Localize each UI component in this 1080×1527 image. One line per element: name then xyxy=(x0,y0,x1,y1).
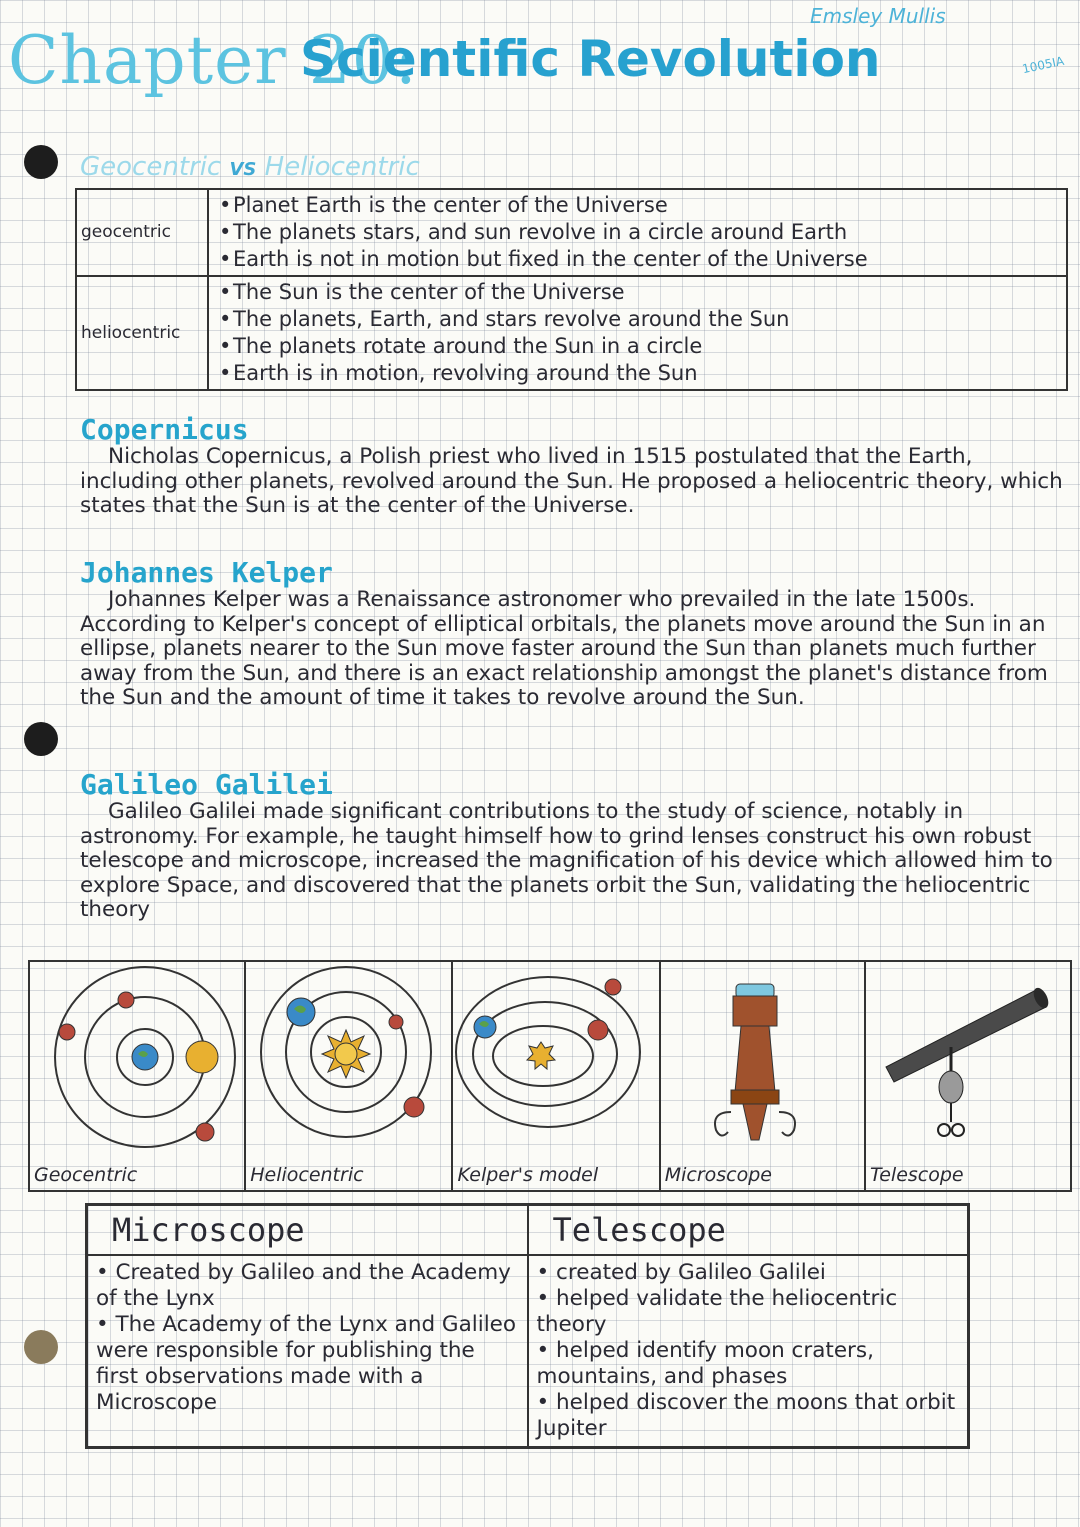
telescope-points xyxy=(528,1255,969,1448)
tools-table xyxy=(85,1203,970,1449)
illustration-caption: Geocentric xyxy=(34,1164,138,1186)
class-period: 1005IA xyxy=(1021,53,1066,77)
section-text: Johannes Kelper was a Renaissance astronomer who prevailed in the late 1500s. According to Kelper's concept of elliptical orbitals, the planets move around the Sun in an ellipse, planets nearer to the Sun move faster around the Sun than planets much further away from the Sun, and there is an exact relationship amongst the planet's distance from the Sun and the amount of time it takes to revolve around the Sun. xyxy=(80,587,1048,710)
list-item: • Earth is in motion, revolving around the Sun xyxy=(233,360,1060,387)
illustration-caption: Heliocentric xyxy=(250,1164,364,1186)
illustration-caption: Microscope xyxy=(664,1164,772,1186)
table-row xyxy=(87,1255,969,1448)
geocentric-model-icon xyxy=(30,962,243,1190)
illustration-caption: Kelper's model xyxy=(457,1164,599,1186)
binder-hole xyxy=(24,145,58,179)
table-row xyxy=(76,276,1067,390)
list-item: • The planets stars, and sun revolve in a circle around Earth xyxy=(233,219,1060,246)
microscope-points xyxy=(87,1255,528,1448)
table-row xyxy=(87,1205,969,1256)
section-copernicus xyxy=(80,415,1065,519)
page-title-chapter: Chapter 20: xyxy=(8,22,418,99)
comparison-title-vs: VS xyxy=(229,159,257,180)
comparison-title-left: Geocentric xyxy=(80,152,222,182)
list-item: • The planets, Earth, and stars revolve around the Sun xyxy=(233,306,1060,333)
illustrations-strip xyxy=(28,960,1072,1192)
heliocentric-cell xyxy=(246,962,453,1190)
table-row xyxy=(76,189,1067,276)
section-kepler xyxy=(80,558,1065,711)
comparison-title-right: Heliocentric xyxy=(264,152,420,182)
microscope-icon xyxy=(661,962,863,1190)
list-item: • Earth is not in motion but fixed in the center of the Universe xyxy=(233,246,1060,273)
section-heading: Johannes Kelper xyxy=(80,556,333,589)
list-item: • The planets rotate around the Sun in a circle xyxy=(233,333,1060,360)
list-item: • helped validate the heliocentric theory xyxy=(537,1286,960,1338)
binder-hole xyxy=(24,722,58,756)
list-item: • helped discover the moons that orbit Jupiter xyxy=(537,1390,960,1442)
list-item: • created by Galileo Galilei xyxy=(537,1260,960,1286)
illustration-caption: Telescope xyxy=(869,1164,964,1186)
row-label: geocentric xyxy=(76,189,208,276)
section-heading: Copernicus xyxy=(80,413,249,446)
row-points xyxy=(208,189,1067,276)
section-galileo xyxy=(80,770,1065,923)
geocentric-cell xyxy=(30,962,246,1190)
author-name: Emsley Mullis xyxy=(810,4,946,28)
geo-helio-table xyxy=(75,188,1068,391)
list-item: • Created by Galileo and the Academy of the Lynx xyxy=(96,1260,519,1312)
heliocentric-model-icon xyxy=(246,962,450,1190)
row-label: heliocentric xyxy=(76,276,208,390)
telescope-heading: Telescope xyxy=(528,1205,969,1256)
binder-hole xyxy=(24,1330,58,1364)
comparison-title xyxy=(80,152,420,182)
telescope-cell xyxy=(866,962,1070,1190)
telescope-icon xyxy=(866,962,1070,1190)
row-points xyxy=(208,276,1067,390)
list-item: • The Academy of the Lynx and Galileo were responsible for publishing the first observations made with a Microscope xyxy=(96,1312,519,1416)
page-title-topic: Scientific Revolution xyxy=(300,30,881,88)
section-text: Nicholas Copernicus, a Polish priest who lived in 1515 postulated that the Earth, including other planets, revolved around the Sun. He proposed a heliocentric theory, which states that the Sun is at the center of the Universe. xyxy=(80,444,1063,518)
kepler-cell xyxy=(453,962,660,1190)
microscope-heading: Microscope xyxy=(87,1205,528,1256)
microscope-cell xyxy=(661,962,866,1190)
section-text: Galileo Galilei made significant contributions to the study of science, notably in astronomy. For example, he taught himself how to grind lenses construct his own robust telescope and microscope, increased the magnification of his device which allowed him to explore Space, and discovered that the planets orbit the Sun, validating the heliocentric theory xyxy=(80,799,1053,922)
list-item: • helped identify moon craters, mountains, and phases xyxy=(537,1338,960,1390)
kepler-model-icon xyxy=(453,962,657,1190)
list-item: • The Sun is the center of the Universe xyxy=(233,279,1060,306)
list-item: • Planet Earth is the center of the Universe xyxy=(233,192,1060,219)
section-heading: Galileo Galilei xyxy=(80,768,333,801)
